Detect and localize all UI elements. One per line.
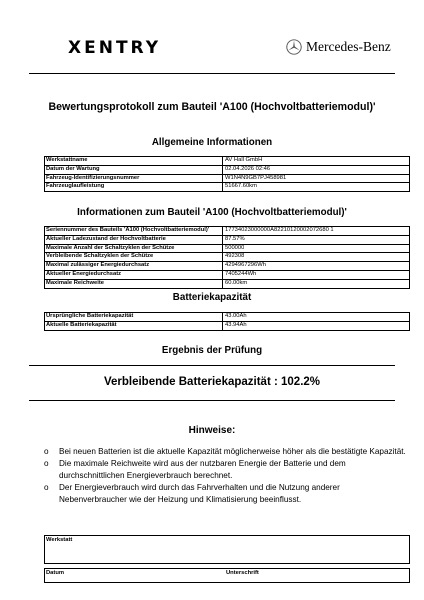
table-row — [45, 261, 409, 270]
row-value: 17734023000000A82210120002072680 1 — [225, 227, 334, 233]
table-row — [45, 174, 409, 183]
table-row — [45, 279, 409, 288]
row-value: 60.00km — [225, 279, 248, 286]
bullet-icon: o — [44, 483, 49, 493]
note-item — [44, 446, 406, 457]
table-row — [45, 244, 409, 253]
table-row — [45, 252, 409, 261]
mercedes-benz-logo — [286, 38, 391, 56]
row-label: Maximale Reichweite — [45, 280, 223, 288]
row-label: Ursprüngliche Batteriekapazität — [45, 313, 223, 321]
workshop-label: Werkstatt — [46, 537, 73, 543]
page-title: Bewertungsprotokoll zum Bauteil 'A100 (Hochvoltbatteriemodul)' — [48, 101, 376, 113]
row-value: 492308 — [225, 253, 245, 260]
mercedes-benz-wordmark: Mercedes-Benz — [306, 39, 391, 54]
row-label: Maximal zulässiger Energiedurchsatz — [45, 262, 223, 270]
note-text: Der Energieverbrauch wird durch das Fahrverhalten und die Nutzung anderer Nebenverbraucher wie der Heizung und Klimatisierung beeinflusst. — [59, 483, 340, 504]
component-info-table — [44, 226, 410, 289]
row-value: 500000 — [225, 244, 245, 251]
row-value: 51667.60km — [225, 183, 257, 190]
bullet-icon: o — [44, 459, 49, 469]
row-value: 7405244Wh — [225, 270, 257, 277]
result-top-divider — [29, 365, 395, 366]
row-value: 02.04.2026 02:46 — [225, 165, 271, 172]
notes-heading: Hinweise: — [188, 425, 236, 436]
row-label: Aktueller Ladezustand der Hochvoltbatterie — [45, 236, 223, 244]
table-row — [45, 270, 409, 279]
row-label: Verbleibende Schaltzyklen der Schütze — [45, 253, 223, 261]
table-row — [45, 182, 409, 191]
table-row — [45, 235, 409, 244]
row-value: 43.00Ah — [225, 313, 247, 319]
table-row — [45, 165, 409, 174]
row-label: Datum der Wartung — [45, 166, 223, 174]
workshop-signature-box — [44, 535, 410, 564]
mercedes-star-icon — [286, 39, 302, 55]
table-row — [45, 321, 409, 330]
remaining-capacity-result: Verbleibende Batteriekapazität : 102.2% — [103, 376, 321, 388]
table-row — [45, 227, 409, 235]
row-label: Aktueller Energiedurchsatz — [45, 271, 223, 279]
note-text: Bei neuen Batterien ist die aktuelle Kapazität möglicherweise höher als die bestätigte Kapazität. — [59, 447, 406, 456]
bullet-icon: o — [44, 447, 49, 456]
row-label: Fahrzeug-Identifizierungsnummer — [45, 175, 223, 183]
table-row — [45, 313, 409, 321]
row-value: 87.57% — [225, 235, 245, 242]
note-item — [44, 458, 406, 481]
row-value: 42949672​96Wh — [225, 262, 266, 269]
table-row — [45, 157, 409, 165]
xentry-logo: XENTRY — [68, 38, 162, 58]
row-label: Fahrzeuglaufleistung — [45, 183, 223, 191]
capacity-table — [44, 312, 410, 331]
note-item — [44, 482, 406, 505]
row-label: Werkstattname — [45, 157, 223, 165]
row-label: Maximale Anzahl der Schaltzyklen der Schütze — [45, 245, 223, 253]
note-text: Die maximale Reichweite wird aus der nutzbaren Energie der Batterie und dem durchschnittlichen Energieverbrauch berechnet. — [59, 459, 346, 480]
row-label: Aktuelle Batteriekapazität — [45, 322, 223, 330]
section-title-result: Ergebnis der Prüfung — [161, 345, 263, 356]
row-value: W1N4N9GB7PJ458981 — [225, 174, 287, 181]
date-label: Datum — [46, 570, 65, 576]
date-signature-box — [44, 568, 410, 583]
section-title-general: Allgemeine Informationen — [151, 137, 273, 148]
result-bottom-divider — [29, 400, 395, 401]
general-info-table — [44, 156, 410, 192]
section-title-capacity: Batteriekapazität — [172, 292, 252, 303]
row-value: 43.94Ah — [225, 321, 247, 328]
signature-label: Unterschrift — [226, 570, 259, 576]
row-label: Seriennummer des Bauteils 'A100 (Hochvoltbatteriemodul)' — [45, 227, 223, 235]
notes-list — [44, 446, 406, 506]
section-title-component: Informationen zum Bauteil 'A100 (Hochvoltbatteriemodul)' — [77, 207, 347, 218]
row-value: AV Hall GmbH — [225, 157, 263, 163]
header-divider — [29, 73, 395, 74]
